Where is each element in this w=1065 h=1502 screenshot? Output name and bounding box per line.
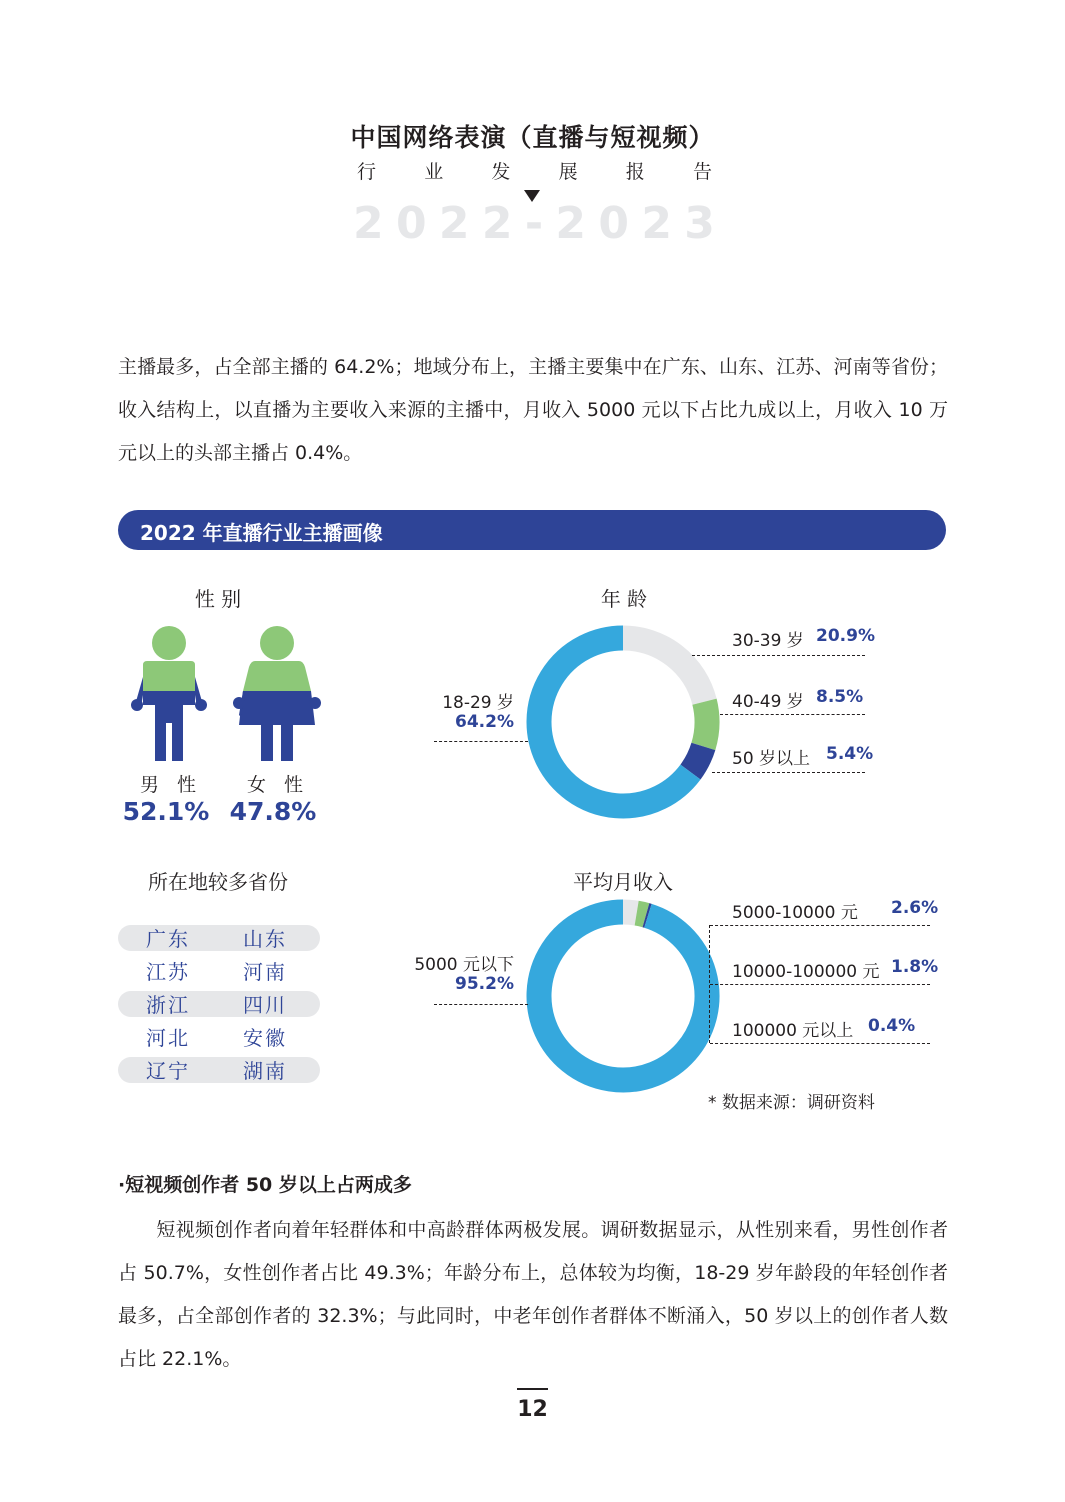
male-label: 男 性: [139, 774, 203, 796]
section-heading: ·短视频创作者 50 岁以上占两成多: [118, 1174, 412, 1196]
province-name: 河北: [146, 1026, 190, 1050]
data-source-note: * 数据来源：调研资料: [708, 1093, 875, 1113]
age-chart-title: 年 龄: [600, 587, 648, 611]
legend-label: 10000-100000 元: [732, 962, 880, 982]
legend-label: 40-49 岁: [732, 692, 804, 712]
gender-heading: 性 别: [194, 587, 242, 611]
province-name: 河南: [243, 960, 287, 984]
female-label: 女 性: [246, 774, 310, 796]
legend-value: 64.2%: [455, 712, 514, 732]
male-icon: [125, 625, 215, 765]
leader-line: [709, 925, 710, 1043]
donut-slice: [539, 912, 707, 1080]
donut-slice: [703, 702, 707, 747]
legend-value: 8.5%: [816, 687, 864, 707]
provinces-heading: 所在地较多省份: [148, 870, 288, 894]
report-title: 中国网络表演（直播与短视频）: [350, 123, 715, 152]
female-icon: [233, 625, 323, 765]
subtitle-char: 展: [558, 161, 578, 183]
donut-slice: [623, 912, 637, 913]
income-chart-title: 平均月收入: [573, 870, 673, 894]
year-char: 3: [684, 198, 715, 249]
page-number-rule: [517, 1388, 548, 1390]
year-char: 0: [598, 198, 629, 249]
page-number: 12: [517, 1397, 548, 1422]
donut-slice: [637, 913, 646, 915]
province-name: 湖南: [243, 1059, 287, 1083]
leader-line: [710, 1043, 930, 1044]
legend-value: 5.4%: [826, 744, 874, 764]
leader-line: [720, 714, 865, 715]
province-name: 辽宁: [146, 1059, 190, 1083]
section-paragraph-text: 短视频创作者向着年轻群体和中高龄群体两极发展。调研数据显示，从性别来看，男性创作者占 50.7%，女性创作者占比 49.3%；年龄分布上，总体较为均衡，18-29 岁年龄段的年轻创作者最多，占全部创作者的 32.3%；与此同时，中老年创作者群体不断涌入，50 岁以上的创作者人数占比 22.1%。: [118, 1219, 948, 1370]
year-char: 2: [555, 198, 587, 249]
legend-value: 95.2%: [455, 974, 514, 994]
province-name: 四川: [243, 993, 287, 1017]
leader-line: [434, 741, 528, 742]
subtitle-char: 报: [625, 161, 645, 183]
legend-label: 50 岁以上: [732, 749, 811, 769]
legend-value: 1.8%: [891, 957, 939, 977]
province-row: [118, 925, 320, 951]
legend-label: 30-39 岁: [732, 631, 804, 651]
female-percentage: 47.8%: [229, 797, 317, 826]
province-name: 山东: [243, 927, 287, 951]
legend-value: 0.4%: [868, 1016, 916, 1036]
subtitle-char: 行: [357, 161, 377, 183]
province-row: [118, 958, 320, 984]
age-donut-chart: [525, 624, 721, 820]
income-donut-chart: [525, 898, 721, 1094]
section-banner: [118, 510, 946, 550]
year-char: 2: [353, 198, 384, 249]
province-name: 江苏: [146, 960, 190, 984]
province-row: [118, 991, 320, 1017]
legend-label: 100000 元以上: [732, 1021, 854, 1041]
subtitle-char: 发: [491, 161, 511, 183]
year-char: -: [524, 198, 544, 249]
section-paragraph: [118, 1209, 948, 1381]
intro-paragraph: 主播最多，占全部主播的 64.2%；地域分布上，主播主要集中在广东、山东、江苏、河南等省份；收入结构上，以直播为主要收入来源的主播中，月收入 5000 元以下占比九成以上，月收入 10 万元以上的头部主播占 0.4%。: [118, 356, 948, 464]
report-subtitle: [357, 157, 712, 184]
legend-label: 5000 元以下: [414, 955, 514, 975]
donut-slice: [690, 746, 703, 772]
year-char: 0: [395, 198, 427, 249]
leader-line: [692, 655, 865, 656]
legend-value: 20.9%: [816, 626, 875, 646]
donut-slice: [623, 638, 705, 702]
province-name: 浙江: [146, 993, 190, 1017]
year-char: 2: [641, 198, 672, 249]
year-char: 2: [481, 198, 513, 249]
year-char: 2: [438, 198, 470, 249]
province-row: [118, 1057, 320, 1083]
leader-line: [434, 1004, 528, 1005]
leader-line: [712, 772, 865, 773]
subtitle-char: 业: [424, 161, 444, 183]
province-name: 广东: [146, 927, 190, 951]
subtitle-char: 告: [692, 161, 712, 183]
donut-slice: [646, 915, 648, 916]
report-years: [353, 198, 715, 249]
leader-line: [710, 925, 930, 926]
legend-label: 5000-10000 元: [732, 903, 858, 923]
leader-line: [710, 984, 930, 985]
legend-label: 18-29 岁: [442, 693, 514, 713]
legend-value: 2.6%: [891, 898, 939, 918]
banner-title: 2022 年直播行业主播画像: [140, 521, 383, 545]
male-percentage: 52.1%: [122, 797, 210, 826]
province-row: [118, 1024, 320, 1050]
province-name: 安徽: [243, 1026, 287, 1050]
